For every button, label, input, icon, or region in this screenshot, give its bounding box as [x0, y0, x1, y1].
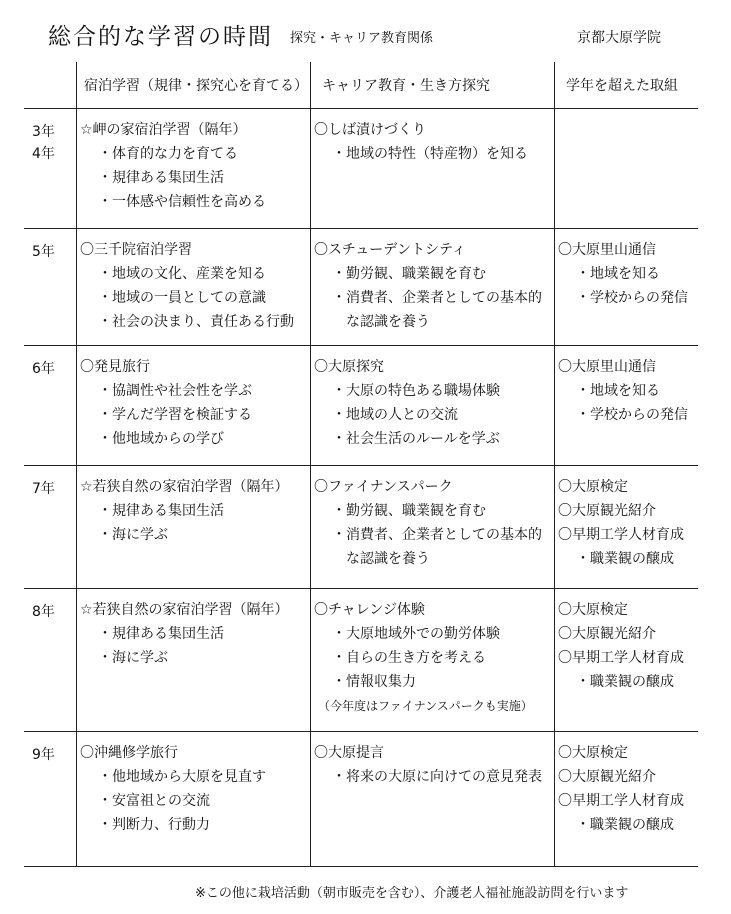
activity-point: ・地域を知る	[576, 266, 660, 282]
activity-title: 〇大原探究	[314, 359, 384, 375]
lodging-cell	[80, 741, 266, 837]
grade-label-line: 9年	[32, 747, 55, 763]
activity-point: ・社会生活のルールを学ぶ	[332, 431, 500, 447]
grade-label	[32, 601, 55, 623]
grade-label	[32, 744, 55, 766]
career-cell	[314, 741, 542, 789]
activity-point: ・消費者、企業者としての基本的	[332, 290, 542, 306]
activity-point: な認識を養う	[346, 314, 430, 330]
activity-title: 〇大原観光紹介	[558, 769, 656, 785]
activity-title: 〇大原検定	[558, 479, 628, 495]
page-title: 総合的な学習の時間	[48, 24, 273, 50]
activity-point: ・大原地域外での勤労体験	[332, 626, 500, 642]
activity-title: ☆岬の家宿泊学習（隔年）	[80, 122, 247, 138]
activity-title: 〇しば漬けづくり	[314, 122, 426, 138]
activity-title: 〇チャレンジ体験	[314, 602, 425, 618]
lodging-cell	[80, 118, 266, 214]
table-rule	[24, 108, 698, 109]
career-cell	[314, 238, 542, 334]
activity-point: ・規律ある集団生活	[98, 503, 224, 519]
activity-point: ・地域の人との交流	[332, 407, 458, 423]
table-rule	[24, 588, 698, 589]
grade-label	[32, 358, 55, 380]
activity-point: ・将来の大原に向けての意見発表	[332, 769, 542, 785]
grade-label-line: 6年	[32, 361, 55, 377]
career-cell	[314, 118, 528, 166]
activity-point: ・海に学ぶ	[98, 650, 168, 666]
activity-note: （今年度はファイナンスパークも実施）	[318, 699, 533, 713]
career-cell	[314, 598, 533, 718]
activity-point: ・社会の決まり、責任ある行動	[98, 314, 294, 330]
grade-label	[32, 121, 55, 165]
activity-point: ・地域の文化、産業を知る	[98, 266, 266, 282]
column-header-career: キャリア教育・生き方探究	[322, 78, 490, 94]
activity-point: ・地域の特性（特産物）を知る	[332, 146, 528, 162]
table-rule	[24, 866, 698, 867]
activity-title: 〇スチューデントシティ	[314, 242, 466, 258]
activity-point: ・地域の一員としての意識	[98, 290, 266, 306]
grade-label-line: 4年	[32, 146, 55, 162]
lodging-cell	[80, 475, 289, 547]
activity-point: ・情報収集力	[332, 674, 416, 690]
cross-grade-cell	[558, 741, 684, 837]
grade-label	[32, 241, 55, 263]
activity-point: ・規律ある集団生活	[98, 170, 224, 186]
activity-point: ・協調性や社会性を学ぶ	[98, 383, 252, 399]
activity-point: ・海に学ぶ	[98, 527, 168, 543]
activity-point: ・自らの生き方を考える	[332, 650, 486, 666]
activity-title: 〇大原里山通信	[558, 242, 656, 258]
activity-point: ・安富祖との交流	[98, 793, 210, 809]
activity-point: ・職業観の醸成	[576, 551, 674, 567]
activity-title: 〇大原観光紹介	[558, 503, 656, 519]
activity-title: 〇大原提言	[314, 745, 384, 761]
activity-title: ☆若狭自然の家宿泊学習（隔年）	[80, 602, 289, 618]
column-divider	[554, 62, 555, 866]
lodging-cell	[80, 238, 294, 334]
activity-point: ・地域を知る	[576, 383, 660, 399]
table-rule	[24, 345, 698, 346]
lodging-cell	[80, 598, 289, 670]
activity-point: ・他地域からの学び	[98, 431, 224, 447]
activity-point: な認識を養う	[346, 551, 430, 567]
cross-grade-cell	[558, 475, 684, 571]
table-rule	[24, 228, 698, 229]
activity-point: ・勤労観、職業観を育む	[332, 266, 486, 282]
activity-point: ・大原の特色ある職場体験	[332, 383, 500, 399]
page-subtitle: 探究・キャリア教育関係	[290, 31, 434, 46]
activity-point: ・規律ある集団生活	[98, 626, 224, 642]
column-header-cross-grade: 学年を超えた取組	[566, 78, 678, 94]
table-rule	[24, 465, 698, 466]
activity-title: 〇沖縄修学旅行	[80, 745, 178, 761]
activity-point: ・職業観の醸成	[576, 674, 674, 690]
activity-title: 〇早期工学人材育成	[558, 793, 684, 809]
activity-title: 〇大原観光紹介	[558, 626, 656, 642]
column-divider	[76, 62, 77, 866]
activity-title: 〇早期工学人材育成	[558, 527, 684, 543]
grade-label-line: 3年	[32, 124, 55, 140]
activity-title: ☆若狭自然の家宿泊学習（隔年）	[80, 479, 289, 495]
cross-grade-cell	[558, 238, 688, 310]
career-cell	[314, 475, 542, 571]
activity-point: ・職業観の醸成	[576, 817, 674, 833]
grade-label	[32, 478, 55, 500]
grade-label-line: 8年	[32, 604, 55, 620]
footnote: ※この他に栽培活動（朝市販売を含む）、介護老人福祉施設訪問を行います	[195, 886, 629, 901]
grade-label-line: 5年	[32, 244, 55, 260]
activity-point: ・勤労観、職業観を育む	[332, 503, 486, 519]
lodging-cell	[80, 355, 252, 451]
column-header-lodging: 宿泊学習（規律・探究心を育てる）	[84, 78, 308, 94]
activity-point: ・一体感や信頼性を高める	[98, 194, 266, 210]
cross-grade-cell	[558, 598, 684, 694]
activity-title: 〇ファイナンスパーク	[314, 479, 453, 495]
activity-title: 〇三千院宿泊学習	[80, 242, 192, 258]
activity-title: 〇大原里山通信	[558, 359, 656, 375]
column-divider	[310, 62, 311, 866]
cross-grade-cell	[558, 355, 688, 427]
activity-title: 〇早期工学人材育成	[558, 650, 684, 666]
activity-point: ・学んだ学習を検証する	[98, 407, 252, 423]
grade-label-line: 7年	[32, 481, 55, 497]
activity-point: ・学校からの発信	[576, 290, 688, 306]
activity-point: ・他地域から大原を見直す	[98, 769, 266, 785]
activity-point: ・学校からの発信	[576, 407, 688, 423]
activity-point: ・体育的な力を育てる	[98, 146, 238, 162]
activity-point: ・消費者、企業者としての基本的	[332, 527, 542, 543]
table-rule	[24, 731, 698, 732]
activity-title: 〇発見旅行	[80, 359, 150, 375]
activity-title: 〇大原検定	[558, 602, 628, 618]
activity-title: 〇大原検定	[558, 745, 628, 761]
career-cell	[314, 355, 500, 451]
activity-point: ・判断力、行動力	[98, 817, 210, 833]
school-name: 京都大原学院	[577, 30, 661, 46]
